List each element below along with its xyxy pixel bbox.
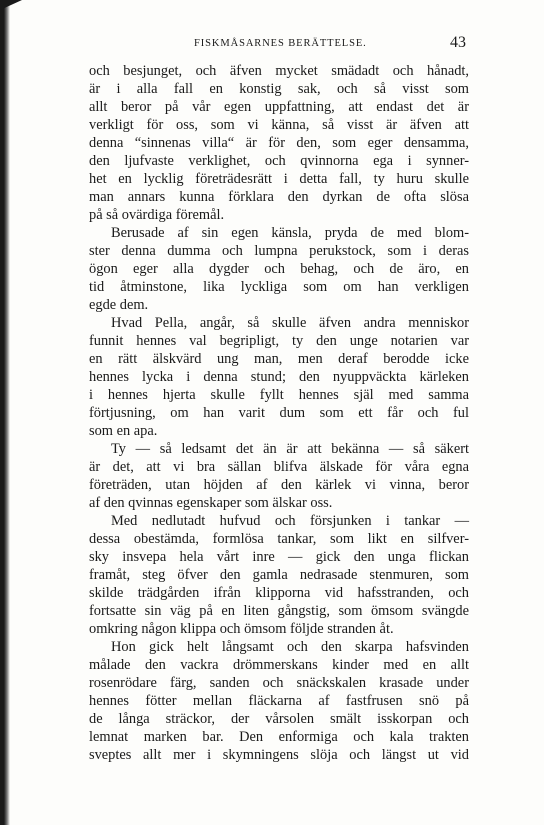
text-line: rosenrödare färg, sanden och snäckskalen krasade under <box>89 675 469 691</box>
text-line: och besjunget, och äfven mycket smädadt och hånadt, <box>89 63 469 79</box>
text-line: hennes fötter mellan fläckarna af fastfrusen snö på <box>89 693 469 709</box>
page-header <box>86 34 466 51</box>
text-line: som en apa. <box>89 423 158 439</box>
text-line: het en lycklig företrädesrätt i detta fall, ty huru skulle <box>89 171 469 187</box>
text-line: förtjusning, om han varit dum som ett får och ful <box>89 405 469 421</box>
text-line: af den qvinnas egenskaper som älskar oss. <box>89 495 333 511</box>
text-line: den ljufvaste verklighet, och qvinnorna ega i synner- <box>89 153 469 169</box>
text-line: hennes lycka i denna stund; den nyuppväckta kärleken <box>89 369 469 385</box>
text-line: sveptes allt mer i skymningens slöja och längst ut vid <box>89 747 469 763</box>
text-line: lemnat marken bar. Den enformiga och kala trakten <box>89 729 469 745</box>
page-spine-shadow <box>0 0 10 825</box>
text-line: man annars kunna förklara den dyrkan de ofta slösa <box>89 189 469 205</box>
text-line: målade den vackra drömmerskans kinder med en allt <box>89 657 469 673</box>
text-line: i hennes hjerta skulle fyllt hennes själ med samma <box>89 387 469 403</box>
text-line: denna “sinnenas villa“ är för den, som eger densamma, <box>89 135 469 151</box>
text-line: är det, att vi bra sällan blifva älskade för våra egna <box>89 459 469 475</box>
text-line: de långa sträckor, der vårsolen smält isskorpan och <box>89 711 469 727</box>
text-line: funnit hennes val begripligt, ty den unge notarien var <box>89 333 469 349</box>
text-line: är i alla fall en konstig sak, och så visst som <box>89 81 469 97</box>
running-title: FISKMÅSARNES BERÄTTELSE. <box>194 38 367 49</box>
text-line: en rätt älskvärd ung man, men deraf berodde icke <box>89 351 469 367</box>
text-line: allt beror på vår egen uppfattning, att endast det är <box>89 99 469 115</box>
text-line: framåt, steg öfver den gamla nedrasade stenmuren, som <box>89 567 469 583</box>
text-line: Med nedlutadt hufvud och försjunken i tankar — <box>111 513 469 529</box>
body-text <box>89 62 469 764</box>
text-line: Berusade af sin egen känsla, pryda de med blom- <box>111 225 469 241</box>
text-line: Hvad Pella, angår, så skulle äfven andra menniskor <box>111 315 469 331</box>
text-line: sky insvepa hela vårt inre — gick den unga flickan <box>89 549 469 565</box>
text-line: omkring någon klippa och ömsom följde stranden åt. <box>89 621 394 637</box>
text-line: skilde trädgården ifrån klipporna vid hafsstranden, och <box>89 585 469 601</box>
text-line: Hon gick helt långsamt och den skarpa hafsvinden <box>111 639 469 655</box>
text-line: Ty — så ledsamt det än är att bekänna — så säkert <box>111 441 469 457</box>
text-line: ögon eger alla dygder och behag, och de äro, en <box>89 261 469 277</box>
text-line: på så ovärdiga föremål. <box>89 207 225 223</box>
text-line: fortsatte sin väg på en liten gångstig, som ömsom svängde <box>89 603 469 619</box>
text-line: ster denna dumma och lumpna perukstock, som i deras <box>89 243 469 259</box>
page-number: 43 <box>450 34 466 51</box>
text-line: egde dem. <box>89 297 149 313</box>
text-line: tid åtminstone, lika lyckliga som om han verkligen <box>89 279 469 295</box>
text-line: företräden, utan höjden af den kärlek vi vinna, beror <box>89 477 469 493</box>
page-corner-shadow <box>0 0 22 10</box>
text-line: dessa obestämda, formlösa tankar, som likt en silfver- <box>89 531 469 547</box>
text-line: verkligt för oss, som vi känna, så visst är äfven att <box>89 117 469 133</box>
